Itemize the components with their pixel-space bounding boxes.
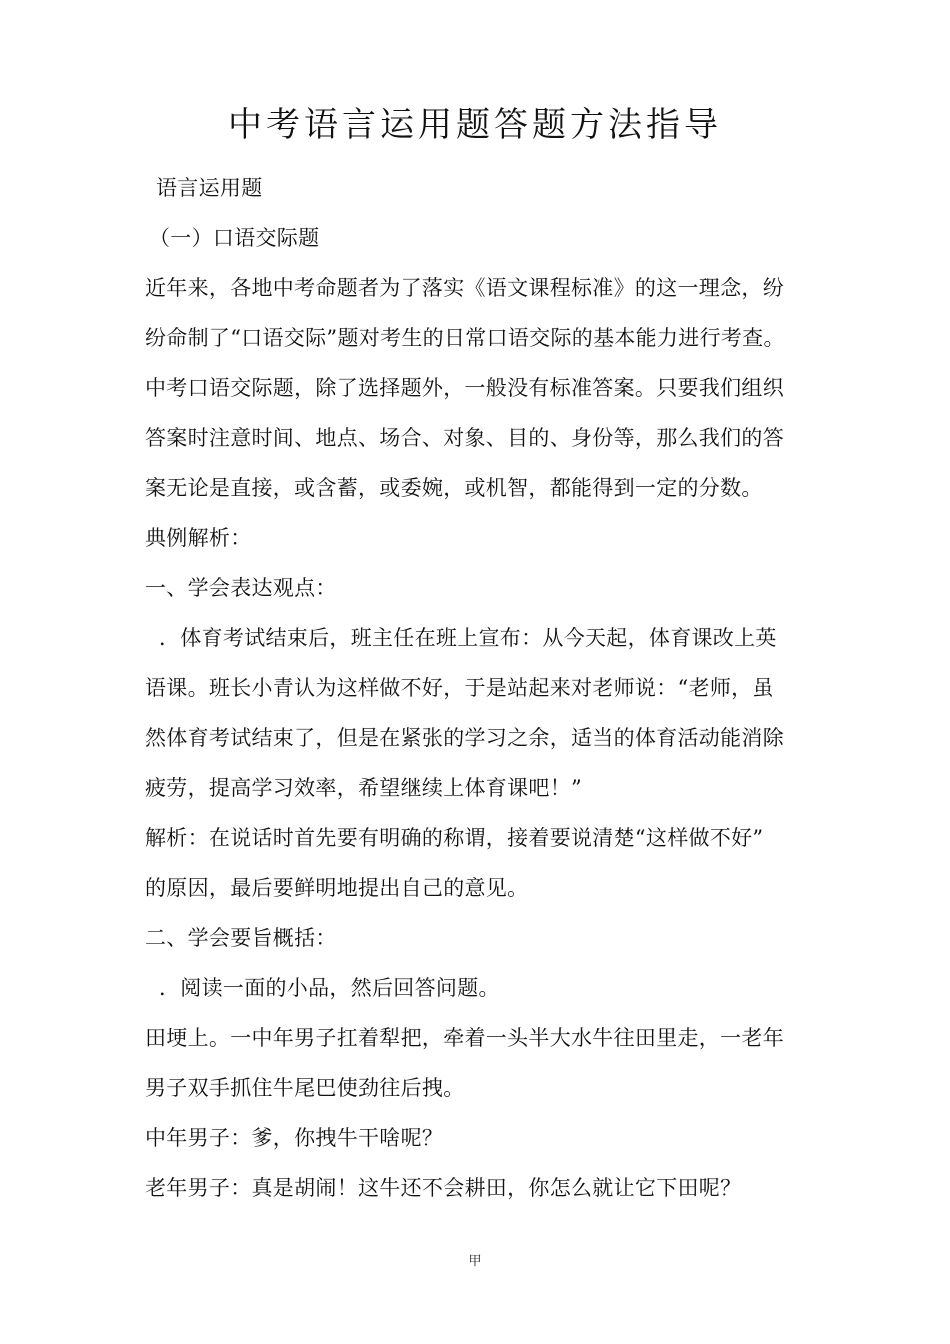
paragraph-line: 纷命制了“口语交际”题对考生的日常口语交际的基本能力进行考查。 [145, 326, 785, 350]
example-line: 然体育考试结束了，但是在紧张的学习之余，适当的体育活动能消除 [145, 726, 784, 750]
paragraph-line: 案无论是直接，或含蓄，或委婉，或机智，都能得到一定的分数。 [145, 476, 763, 500]
example-line: ．体育考试结束后，班主任在班上宣布：从今天起，体育课改上英 [159, 626, 777, 650]
document-body [145, 163, 815, 1213]
page-footer: 甲 [468, 1254, 482, 1269]
subsection-heading: （一）口语交际题 [149, 226, 320, 250]
subheading-line: 二、学会要旨概括： [145, 926, 337, 950]
analysis-line: 的原因，最后要鲜明地提出自己的意见。 [145, 876, 529, 900]
document-title: 中考语言运用题答题方法指导 [228, 105, 722, 145]
subheading-line: 典例解析： [145, 526, 252, 550]
dialogue-line: 中年男子：爹，你拽牛干啥呢？ [145, 1126, 444, 1150]
dialogue-line: 老年男子：真是胡闹！这牛还不会耕田，你怎么就让它下田呢？ [145, 1176, 742, 1200]
paragraph-line: 近年来，各地中考命题者为了落实《语文课程标准》的这一理念，纷 [145, 276, 784, 300]
dialogue-line: 男子双手抓住牛尾巴使劲往后拽。 [145, 1076, 465, 1100]
dialogue-line: 田埂上。一中年男子扛着犁把，牵着一头半大水牛往田里走，一老年 [145, 1026, 784, 1050]
subheading-line: 一、学会表达观点： [145, 576, 337, 600]
paragraph-line: 中考口语交际题，除了选择题外，一般没有标准答案。只要我们组织 [145, 376, 784, 400]
paragraph-line: 答案时注意时间、地点、场合、对象、目的、身份等，那么我们的答 [145, 426, 784, 450]
section-heading: 语言运用题 [156, 176, 263, 200]
analysis-line: 解析：在说话时首先要有明确的称谓，接着要说清楚“这样做不好” [145, 826, 764, 850]
example-line: 疲劳，提高学习效率，希望继续上体育课吧！” [145, 776, 583, 800]
example-line: 语课。班长小青认为这样做不好，于是站起来对老师说：“老师，虽 [145, 676, 774, 700]
example-line: ．阅读一面的小品，然后回答问题。 [159, 976, 500, 1000]
